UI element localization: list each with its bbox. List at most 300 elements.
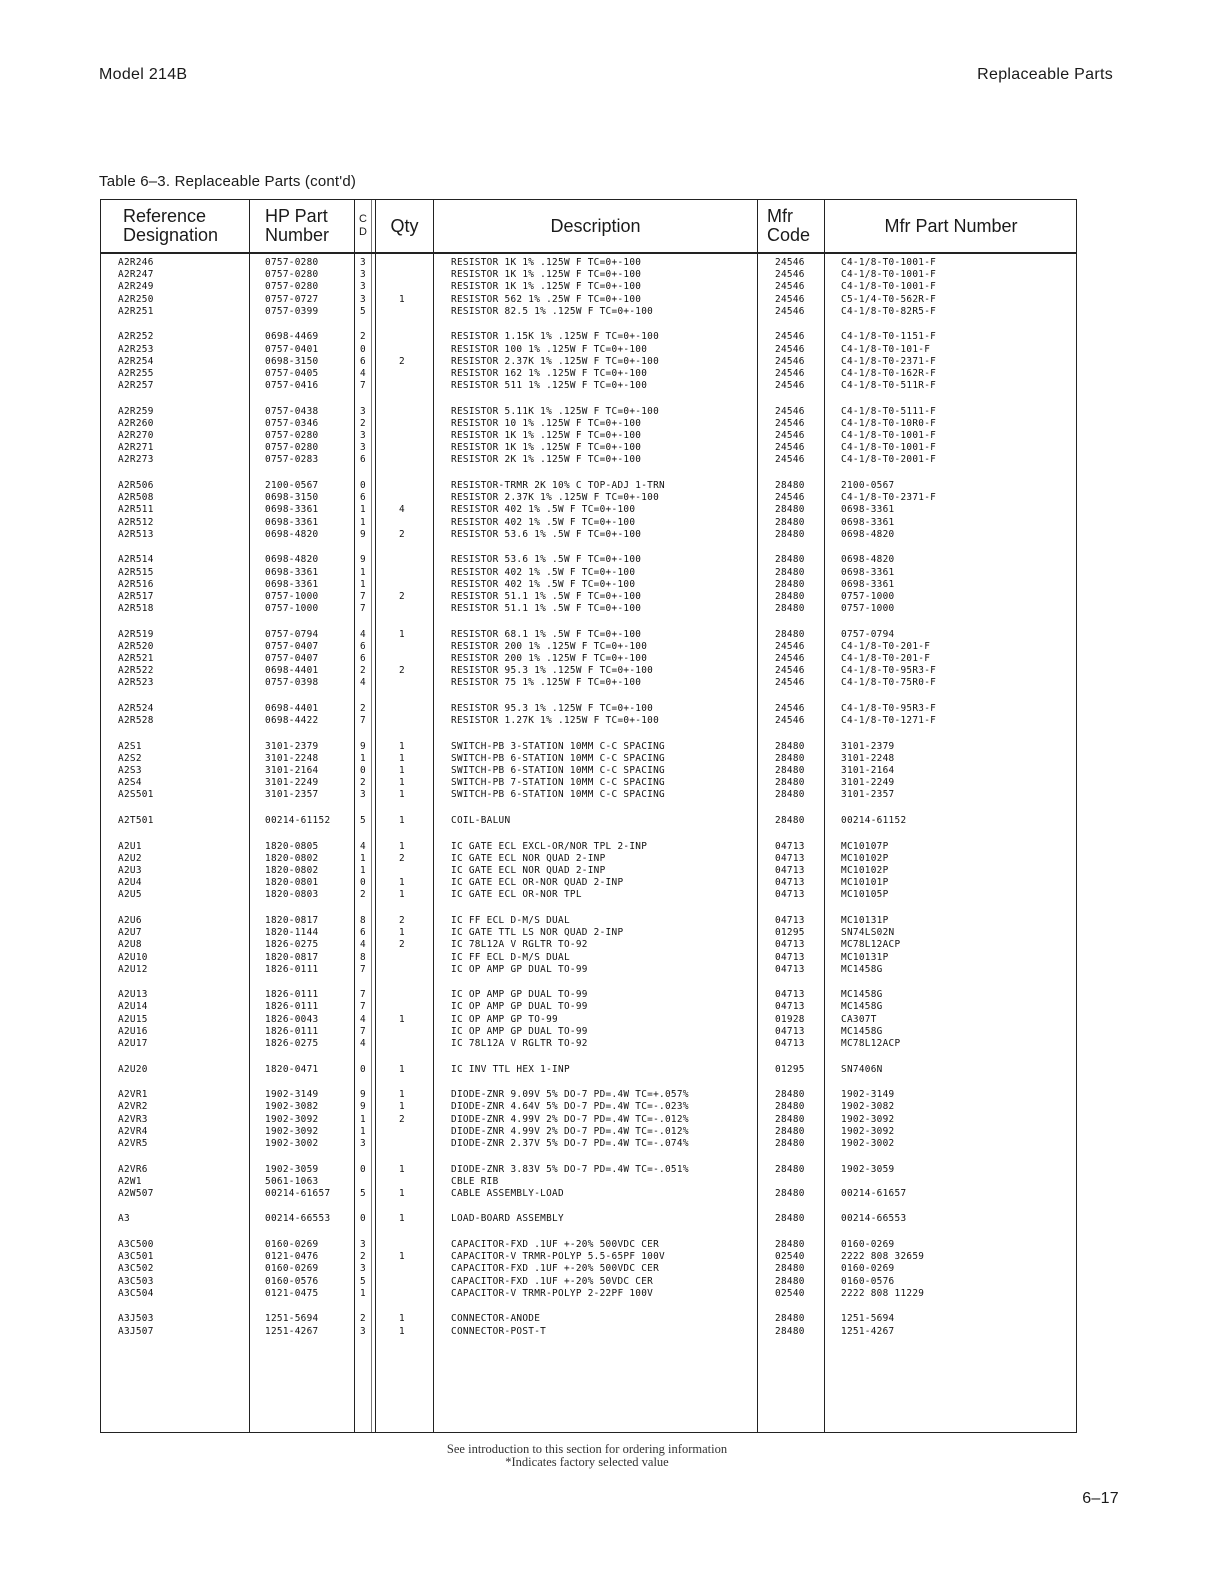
cell-qty: 1 (399, 889, 405, 901)
cell-description: SWITCH-PB 6-STATION 10MM C-C SPACING (451, 752, 665, 764)
cell-reference-designation: A2R528 (118, 715, 154, 727)
cell-mfr-part-number: C4-1/8-T0-1001-F (841, 442, 937, 454)
cell-cd: 7 (360, 963, 366, 975)
cell-mfr-part-number: SN7406N (841, 1063, 883, 1075)
cell-mfr-code: 24546 (775, 281, 805, 293)
cell-reference-designation: A2R259 (118, 405, 154, 417)
cell-mfr-code: 24546 (775, 355, 805, 367)
cell-hp-part-number: 1820-0805 (265, 840, 319, 852)
cell-cd: 7 (360, 989, 366, 1001)
cell-cd: 2 (360, 1251, 366, 1263)
cell-hp-part-number: 0757-0399 (265, 305, 319, 317)
cell-hp-part-number: 3101-2249 (265, 777, 319, 789)
cell-hp-part-number: 00214-61657 (265, 1187, 331, 1199)
cell-qty: 1 (399, 777, 405, 789)
cell-hp-part-number: 1820-0817 (265, 914, 319, 926)
column-header-cd (355, 200, 371, 252)
cell-reference-designation: A2U16 (118, 1025, 148, 1037)
table-row (101, 1313, 1076, 1325)
cell-reference-designation: A2VR3 (118, 1113, 148, 1125)
cell-cd: 4 (360, 1013, 366, 1025)
cell-reference-designation: A2R524 (118, 702, 154, 714)
cell-description: RESISTOR-TRMR 2K 10% C TOP-ADJ 1-TRN (451, 479, 665, 491)
cell-reference-designation: A2U12 (118, 963, 148, 975)
table-row (101, 1114, 1076, 1126)
cell-mfr-part-number: C4-1/8-T0-101-F (841, 343, 931, 355)
cell-cd: 0 (360, 877, 366, 889)
parts-group (101, 1313, 1076, 1337)
cell-qty: 1 (399, 789, 405, 801)
cell-description: CAPACITOR-FXD .1UF +-20% 500VDC CER (451, 1239, 660, 1251)
cell-mfr-code: 04713 (775, 963, 805, 975)
table-row (101, 554, 1076, 566)
cell-qty: 1 (399, 877, 405, 889)
cell-cd: 7 (360, 380, 366, 392)
cell-cd: 5 (360, 1275, 366, 1287)
cell-description: IC OP AMP GP DUAL TO-99 (451, 1025, 588, 1037)
cell-hp-part-number: 0698-3361 (265, 504, 319, 516)
cell-hp-part-number: 0121-0476 (265, 1251, 319, 1263)
cell-cd: 1 (360, 504, 366, 516)
cell-description: CAPACITOR-FXD .1UF +-20% 50VDC CER (451, 1275, 654, 1287)
cell-mfr-code: 28480 (775, 1101, 805, 1113)
cell-reference-designation: A2R519 (118, 628, 154, 640)
cell-reference-designation: A2R512 (118, 516, 154, 528)
document-section-header: Replaceable Parts (977, 66, 1113, 83)
cell-cd: 8 (360, 951, 366, 963)
table-row (101, 1213, 1076, 1225)
cell-mfr-code: 28480 (775, 1313, 805, 1325)
cell-cd: 1 (360, 852, 366, 864)
cell-hp-part-number: 0698-4422 (265, 715, 319, 727)
cell-mfr-part-number: 00214-66553 (841, 1213, 907, 1225)
cell-mfr-part-number: 3101-2249 (841, 777, 895, 789)
cell-mfr-part-number: C4-1/8-T0-1271-F (841, 715, 937, 727)
cell-mfr-part-number: 0757-1000 (841, 590, 895, 602)
cell-reference-designation: A2S501 (118, 789, 154, 801)
header-text: Number (265, 225, 330, 245)
cell-cd: 1 (360, 516, 366, 528)
cell-mfr-code: 24546 (775, 305, 805, 317)
cell-mfr-part-number: C4-1/8-T0-82R5-F (841, 305, 937, 317)
table-row (101, 703, 1076, 715)
cell-mfr-part-number: 3101-2164 (841, 765, 895, 777)
table-row (101, 480, 1076, 492)
cell-cd: 3 (360, 257, 366, 268)
cell-mfr-part-number: MC1458G (841, 1001, 883, 1013)
cell-reference-designation: A2R514 (118, 554, 154, 566)
cell-hp-part-number: 0757-0280 (265, 269, 319, 281)
cell-reference-designation: A2U1 (118, 840, 142, 852)
cell-mfr-part-number: 3101-2248 (841, 752, 895, 764)
cell-mfr-code: 28480 (775, 1163, 805, 1175)
cell-description: RESISTOR 1K 1% .125W F TC=0+-100 (451, 257, 642, 268)
cell-reference-designation: A2R247 (118, 269, 154, 281)
cell-mfr-part-number: 0698-4820 (841, 554, 895, 566)
cell-cd: 1 (360, 752, 366, 764)
column-header-mfr-part-number (825, 200, 1077, 252)
cell-mfr-code: 24546 (775, 715, 805, 727)
table-row (101, 591, 1076, 603)
table-row (101, 952, 1076, 964)
cell-mfr-part-number: MC78L12ACP (841, 1038, 901, 1050)
cell-mfr-code: 04713 (775, 865, 805, 877)
table-row (101, 1164, 1076, 1176)
header-text: Code (767, 225, 811, 245)
parts-group (101, 815, 1076, 827)
table-row (101, 815, 1076, 827)
cell-cd: 5 (360, 815, 366, 827)
cell-reference-designation: A2VR1 (118, 1089, 148, 1101)
table-row (101, 344, 1076, 356)
parts-group (101, 1089, 1076, 1150)
cell-description: IC GATE ECL NOR QUAD 2-INP (451, 852, 606, 864)
cell-mfr-part-number: 1902-3059 (841, 1163, 895, 1175)
cell-qty: 4 (399, 504, 405, 516)
cell-reference-designation: A2R516 (118, 578, 154, 590)
cell-reference-designation: A2R260 (118, 417, 154, 429)
cell-cd: 1 (360, 578, 366, 590)
parts-group (101, 480, 1076, 541)
cell-hp-part-number: 3101-2248 (265, 752, 319, 764)
cell-qty: 1 (399, 1213, 405, 1225)
cell-reference-designation: A2R522 (118, 665, 154, 677)
cell-description: COIL-BALUN (451, 815, 511, 827)
cell-reference-designation: A2R508 (118, 492, 154, 504)
cell-hp-part-number: 0160-0269 (265, 1239, 319, 1251)
cell-mfr-part-number: C4-1/8-T0-162R-F (841, 367, 937, 379)
cell-cd: 7 (360, 715, 366, 727)
cell-mfr-part-number: C4-1/8-T0-511R-F (841, 380, 937, 392)
parts-group (101, 989, 1076, 1050)
cell-qty: 2 (399, 665, 405, 677)
cell-hp-part-number: 0757-0794 (265, 628, 319, 640)
cell-mfr-part-number: C4-1/8-T0-10R0-F (841, 417, 937, 429)
cell-mfr-part-number: 0698-3361 (841, 516, 895, 528)
cell-cd: 7 (360, 603, 366, 615)
column-header-qty (376, 200, 433, 252)
cell-mfr-code: 24546 (775, 257, 805, 268)
table-row (101, 430, 1076, 442)
table-row (101, 964, 1076, 976)
cell-description: RESISTOR 82.5 1% .125W F TC=0+-100 (451, 305, 654, 317)
cell-mfr-code: 28480 (775, 1137, 805, 1149)
cell-qty: 1 (399, 752, 405, 764)
cell-reference-designation: A2R270 (118, 430, 154, 442)
table-row (101, 889, 1076, 901)
cell-hp-part-number: 1826-0111 (265, 989, 319, 1001)
cell-description: CONNECTOR-ANODE (451, 1313, 541, 1325)
cell-mfr-code: 28480 (775, 516, 805, 528)
cell-reference-designation: A2U10 (118, 951, 148, 963)
footnote-ordering: See introduction to this section for ordering information (446, 1442, 728, 1456)
cell-mfr-part-number: C4-1/8-T0-95R3-F (841, 665, 937, 677)
table-row (101, 865, 1076, 877)
header-text: Mfr (767, 206, 793, 226)
cell-reference-designation: A2R246 (118, 257, 154, 268)
header-text: C (359, 213, 367, 225)
cell-hp-part-number: 0757-1000 (265, 590, 319, 602)
cell-description: LOAD-BOARD ASSEMBLY (451, 1213, 564, 1225)
cell-reference-designation: A2R257 (118, 380, 154, 392)
cell-cd: 0 (360, 765, 366, 777)
cell-mfr-part-number: C4-1/8-T0-1001-F (841, 269, 937, 281)
cell-hp-part-number: 0698-4401 (265, 665, 319, 677)
cell-mfr-part-number: C4-1/8-T0-201-F (841, 653, 931, 665)
cell-hp-part-number: 0757-0280 (265, 257, 319, 268)
cell-description: RESISTOR 51.1 1% .5W F TC=0+-100 (451, 603, 642, 615)
cell-description: SWITCH-PB 7-STATION 10MM C-C SPACING (451, 777, 665, 789)
cell-hp-part-number: 0757-0346 (265, 417, 319, 429)
parts-group (101, 554, 1076, 615)
cell-mfr-code: 04713 (775, 877, 805, 889)
cell-reference-designation: A2U4 (118, 877, 142, 889)
column-header-reference-designation (123, 200, 248, 252)
cell-mfr-code: 24546 (775, 677, 805, 689)
cell-reference-designation: A2R518 (118, 603, 154, 615)
cell-mfr-code: 28480 (775, 590, 805, 602)
cell-mfr-part-number: C4-1/8-T0-1001-F (841, 281, 937, 293)
cell-mfr-code: 28480 (775, 1275, 805, 1287)
cell-reference-designation: A2VR4 (118, 1125, 148, 1137)
cell-hp-part-number: 0757-0280 (265, 442, 319, 454)
cell-mfr-code: 24546 (775, 665, 805, 677)
cell-hp-part-number: 1826-0111 (265, 1025, 319, 1037)
cell-mfr-part-number: MC10131P (841, 914, 889, 926)
cell-mfr-part-number: 1902-3149 (841, 1089, 895, 1101)
cell-hp-part-number: 0757-0407 (265, 653, 319, 665)
cell-mfr-code: 04713 (775, 939, 805, 951)
cell-reference-designation: A2R249 (118, 281, 154, 293)
cell-mfr-code: 24546 (775, 454, 805, 466)
cell-reference-designation: A3C500 (118, 1239, 154, 1251)
table-row (101, 1101, 1076, 1113)
cell-cd: 7 (360, 1025, 366, 1037)
parts-group (101, 1164, 1076, 1201)
table-row (101, 653, 1076, 665)
cell-hp-part-number: 1820-0817 (265, 951, 319, 963)
cell-reference-designation: A2R273 (118, 454, 154, 466)
table-row (101, 1138, 1076, 1150)
cell-cd: 4 (360, 628, 366, 640)
cell-mfr-part-number: 1251-5694 (841, 1313, 895, 1325)
cell-mfr-part-number: C4-1/8-T0-1001-F (841, 257, 937, 268)
cell-description: RESISTOR 200 1% .125W F TC=0+-100 (451, 653, 648, 665)
table-row (101, 1026, 1076, 1038)
cell-description: RESISTOR 95.3 1% .125W F TC=0+-100 (451, 702, 654, 714)
cell-description: RESISTOR 1K 1% .125W F TC=0+-100 (451, 442, 642, 454)
cell-description: IC 78L12A V RGLTR TO-92 (451, 1038, 588, 1050)
cell-mfr-code: 04713 (775, 840, 805, 852)
cell-mfr-code: 24546 (775, 293, 805, 305)
cell-cd: 4 (360, 367, 366, 379)
cell-description: IC OP AMP GP DUAL TO-99 (451, 963, 588, 975)
cell-reference-designation: A2U2 (118, 852, 142, 864)
cell-description: RESISTOR 68.1 1% .5W F TC=0+-100 (451, 628, 642, 640)
cell-description: RESISTOR 95.3 1% .125W F TC=0+-100 (451, 665, 654, 677)
cell-reference-designation: A2R521 (118, 653, 154, 665)
parts-group (101, 406, 1076, 467)
cell-qty: 1 (399, 1187, 405, 1199)
header-text: Description (550, 215, 641, 236)
table-row (101, 294, 1076, 306)
cell-mfr-part-number: C4-1/8-T0-75R0-F (841, 677, 937, 689)
cell-hp-part-number: 0757-0727 (265, 293, 319, 305)
cell-description: RESISTOR 402 1% .5W F TC=0+-100 (451, 516, 636, 528)
cell-hp-part-number: 0757-0280 (265, 430, 319, 442)
parts-group (101, 629, 1076, 690)
cell-mfr-part-number: C4-1/8-T0-2001-F (841, 454, 937, 466)
table-row (101, 579, 1076, 591)
cell-mfr-code: 04713 (775, 951, 805, 963)
footnote-factory-selected: *Indicates factory selected value (505, 1455, 669, 1469)
cell-description: IC OP AMP GP TO-99 (451, 1013, 558, 1025)
cell-qty: 2 (399, 852, 405, 864)
cell-reference-designation: A2VR5 (118, 1137, 148, 1149)
cell-reference-designation: A2R271 (118, 442, 154, 454)
table-row (101, 1038, 1076, 1050)
cell-hp-part-number: 1820-0802 (265, 865, 319, 877)
table-row (101, 777, 1076, 789)
cell-reference-designation: A2U6 (118, 914, 142, 926)
cell-cd: 2 (360, 777, 366, 789)
parts-group (101, 841, 1076, 902)
cell-mfr-part-number: C4-1/8-T0-1001-F (841, 430, 937, 442)
cell-qty: 2 (399, 590, 405, 602)
table-row (101, 841, 1076, 853)
cell-description: CAPACITOR-V TRMR-POLYP 5.5-65PF 100V (451, 1251, 665, 1263)
cell-hp-part-number: 0698-4469 (265, 331, 319, 343)
cell-mfr-code: 28480 (775, 578, 805, 590)
cell-cd: 6 (360, 492, 366, 504)
cell-mfr-code: 28480 (775, 566, 805, 578)
cell-reference-designation: A2R517 (118, 590, 154, 602)
cell-qty: 1 (399, 1313, 405, 1325)
table-row (101, 1014, 1076, 1026)
cell-reference-designation: A2R253 (118, 343, 154, 355)
cell-cd: 2 (360, 331, 366, 343)
cell-reference-designation: A2S4 (118, 777, 142, 789)
cell-mfr-code: 28480 (775, 554, 805, 566)
cell-mfr-code: 28480 (775, 815, 805, 827)
cell-mfr-code: 24546 (775, 380, 805, 392)
cell-cd: 9 (360, 740, 366, 752)
cell-mfr-code: 28480 (775, 789, 805, 801)
cell-mfr-code: 24546 (775, 653, 805, 665)
cell-description: RESISTOR 51.1 1% .5W F TC=0+-100 (451, 590, 642, 602)
table-caption: Table 6–3. Replaceable Parts (cont'd) (99, 173, 357, 190)
table-row (101, 454, 1076, 466)
cell-cd: 3 (360, 430, 366, 442)
cell-mfr-code: 01295 (775, 1063, 805, 1075)
table-row (101, 853, 1076, 865)
cell-hp-part-number: 0757-1000 (265, 603, 319, 615)
header-rule (101, 252, 1076, 254)
cell-cd: 2 (360, 889, 366, 901)
cell-mfr-part-number: 0698-4820 (841, 528, 895, 540)
cell-mfr-part-number: 1902-3092 (841, 1125, 895, 1137)
document-model-header: Model 214B (99, 66, 188, 83)
cell-mfr-part-number: 00214-61657 (841, 1187, 907, 1199)
cell-hp-part-number: 0757-0401 (265, 343, 319, 355)
cell-description: CABLE ASSEMBLY-LOAD (451, 1187, 564, 1199)
table-row (101, 789, 1076, 801)
cell-qty: 1 (399, 1063, 405, 1075)
header-text: Qty (390, 215, 419, 236)
header-text: D (359, 226, 367, 238)
cell-mfr-part-number: C4-1/8-T0-2371-F (841, 355, 937, 367)
cell-hp-part-number: 0698-3150 (265, 492, 319, 504)
cell-hp-part-number: 1826-0111 (265, 1001, 319, 1013)
cell-mfr-part-number: C5-1/4-T0-562R-F (841, 293, 937, 305)
cell-cd: 2 (360, 417, 366, 429)
cell-description: DIODE-ZNR 3.83V 5% DO-7 PD=.4W TC=-.051% (451, 1163, 689, 1175)
cell-hp-part-number: 0757-0398 (265, 677, 319, 689)
cell-mfr-code: 04713 (775, 889, 805, 901)
table-row (101, 281, 1076, 293)
cell-mfr-part-number: MC10105P (841, 889, 889, 901)
cell-cd: 0 (360, 1063, 366, 1075)
cell-mfr-code: 02540 (775, 1251, 805, 1263)
cell-hp-part-number: 3101-2357 (265, 789, 319, 801)
table-row (101, 529, 1076, 541)
cell-qty: 2 (399, 939, 405, 951)
cell-hp-part-number: 0757-0280 (265, 281, 319, 293)
table-row (101, 1251, 1076, 1263)
cell-reference-designation: A2U13 (118, 989, 148, 1001)
cell-reference-designation: A2W1 (118, 1175, 142, 1187)
table-body (101, 257, 1076, 1351)
cell-reference-designation: A2U8 (118, 939, 142, 951)
parts-group (101, 703, 1076, 727)
cell-reference-designation: A2W507 (118, 1187, 154, 1199)
table-row (101, 504, 1076, 516)
parts-table (100, 199, 1077, 1433)
cell-mfr-part-number: C4-1/8-T0-1151-F (841, 331, 937, 343)
cell-hp-part-number: 1902-3082 (265, 1101, 319, 1113)
cell-mfr-part-number: 00214-61152 (841, 815, 907, 827)
parts-group (101, 1239, 1076, 1300)
cell-reference-designation: A2R251 (118, 305, 154, 317)
table-row (101, 915, 1076, 927)
cell-qty: 1 (399, 765, 405, 777)
table-row (101, 765, 1076, 777)
cell-description: DIODE-ZNR 4.64V 5% DO-7 PD=.4W TC=-.023% (451, 1101, 689, 1113)
cell-qty: 1 (399, 1089, 405, 1101)
cell-hp-part-number: 0698-3361 (265, 566, 319, 578)
cell-description: RESISTOR 402 1% .5W F TC=0+-100 (451, 578, 636, 590)
cell-reference-designation: A2S2 (118, 752, 142, 764)
cell-mfr-code: 28480 (775, 1239, 805, 1251)
cell-cd: 3 (360, 1137, 366, 1149)
table-row (101, 603, 1076, 615)
cell-hp-part-number: 1902-3092 (265, 1125, 319, 1137)
cell-hp-part-number: 0757-0416 (265, 380, 319, 392)
cell-hp-part-number: 1820-0802 (265, 852, 319, 864)
cell-reference-designation: A2R523 (118, 677, 154, 689)
cell-hp-part-number: 3101-2164 (265, 765, 319, 777)
header-text: Mfr Part Number (884, 215, 1018, 236)
cell-mfr-code: 24546 (775, 442, 805, 454)
cell-cd: 3 (360, 442, 366, 454)
cell-mfr-part-number: MC10131P (841, 951, 889, 963)
cell-cd: 0 (360, 343, 366, 355)
cell-reference-designation: A2R250 (118, 293, 154, 305)
cell-description: IC GATE ECL OR-NOR TPL (451, 889, 582, 901)
cell-mfr-code: 24546 (775, 269, 805, 281)
cell-mfr-part-number: 0160-0576 (841, 1275, 895, 1287)
cell-description: SWITCH-PB 6-STATION 10MM C-C SPACING (451, 789, 665, 801)
